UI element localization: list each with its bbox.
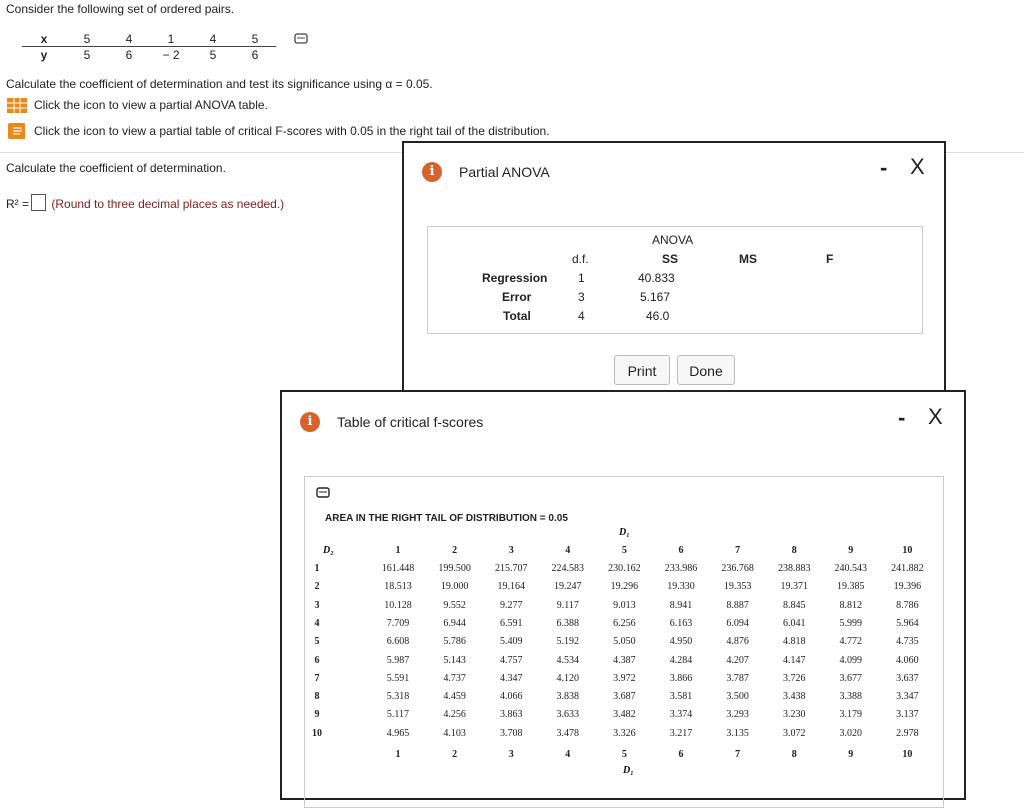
- f-score-cell: 3.726: [782, 672, 806, 684]
- print-button[interactable]: Print: [614, 355, 670, 385]
- f-score-cell: 3.972: [613, 672, 636, 684]
- f-score-cell: 6.163: [669, 617, 693, 629]
- f-score-cell: 3.787: [726, 672, 749, 684]
- f-score-cell: 8.941: [669, 599, 693, 611]
- y-value: 5: [83, 47, 91, 62]
- ftable-link[interactable]: Click the icon to view a partial table of critical F-scores with 0.05 in the right tail of the distribution.: [34, 124, 550, 138]
- column-header: 4: [565, 545, 571, 556]
- row-d2-label: 2: [314, 581, 320, 593]
- f-score-cell: 215.707: [494, 563, 528, 574]
- f-score-cell: 3.072: [782, 727, 806, 739]
- r2-label: R² =: [6, 197, 30, 211]
- f-score-cell: 19.330: [667, 581, 695, 593]
- f-score-cell: 6.608: [386, 636, 410, 648]
- f-score-cell: 4.772: [839, 636, 863, 648]
- row-label: Total: [503, 309, 531, 323]
- f-score-cell: 4.735: [896, 636, 919, 648]
- f-score-cell: 3.135: [726, 727, 749, 739]
- column-footer: 10: [902, 749, 913, 760]
- f-score-cell: 3.179: [839, 709, 863, 721]
- f-score-cell: 224.583: [551, 563, 585, 574]
- row-label: Error: [502, 290, 532, 304]
- f-score-cell: 2.978: [896, 727, 919, 739]
- f-score-cell: 199.500: [438, 563, 471, 574]
- ftable-dialog-title: Table of critical f-scores: [337, 414, 484, 430]
- d2-label: D₂: [323, 545, 334, 556]
- f-score-cell: 6.591: [499, 617, 523, 629]
- f-score-cell: 6.388: [556, 617, 580, 629]
- x-value: 4: [108, 31, 150, 47]
- row-df: 1: [578, 271, 585, 285]
- f-score-cell: 4.120: [556, 672, 580, 684]
- d1-label-top: D₁: [619, 527, 630, 538]
- column-header: 8: [791, 545, 797, 556]
- row-d2-label: 1: [314, 563, 320, 574]
- part-prompt: Calculate the coefficient of determination.: [6, 161, 226, 175]
- f-score-cell: 3.581: [669, 691, 693, 703]
- info-icon: i: [422, 162, 442, 182]
- f-score-cell: 5.786: [443, 636, 466, 648]
- f-score-cell: 5.192: [556, 636, 580, 648]
- column-footer: 8: [791, 749, 797, 760]
- row-d2-label: 4: [314, 617, 320, 629]
- f-score-cell: 3.347: [896, 691, 919, 703]
- y-value: 6: [251, 47, 259, 62]
- f-score-cell: 6.094: [726, 617, 749, 629]
- f-score-cell: 161.448: [381, 563, 415, 574]
- f-score-cell: 5.591: [386, 672, 410, 684]
- f-score-cell: 3.020: [839, 727, 863, 739]
- f-score-cell: 5.143: [443, 654, 466, 666]
- f-score-cell: 9.277: [499, 599, 523, 611]
- f-score-cell: 6.256: [613, 617, 636, 629]
- f-score-cell: 4.066: [499, 691, 523, 703]
- f-score-cell: 10.128: [384, 599, 412, 611]
- f-score-cell: 19.296: [610, 581, 639, 593]
- f-score-cell: 8.845: [782, 599, 806, 611]
- column-footer: 6: [678, 749, 684, 760]
- row-d2-label: 10: [312, 727, 322, 739]
- ftable-book-icon[interactable]: [7, 122, 27, 143]
- f-score-cell: 4.256: [443, 709, 466, 721]
- f-score-cell: 19.247: [554, 581, 582, 593]
- copy-table-icon[interactable]: [316, 487, 330, 502]
- f-score-cell: 3.230: [782, 709, 806, 721]
- row-d2-label: 5: [314, 636, 320, 648]
- header-ms: MS: [739, 252, 757, 266]
- r2-row: [6, 194, 284, 211]
- d1-label-bottom: D₁: [623, 765, 634, 776]
- f-score-cell: 4.207: [726, 654, 749, 666]
- f-score-cell: 236.768: [721, 563, 754, 574]
- row-ss: 46.0: [646, 309, 670, 323]
- column-footer: 4: [565, 749, 571, 760]
- f-score-cell: 241.882: [891, 563, 924, 574]
- f-score-cell: 5.050: [613, 636, 636, 648]
- f-score-cell: 3.438: [782, 691, 806, 703]
- header-ss: SS: [662, 252, 679, 266]
- f-score-cell: 8.786: [896, 599, 919, 611]
- f-score-cell: 3.388: [839, 691, 863, 703]
- f-score-cell: 3.500: [726, 691, 749, 703]
- x-value: 1: [150, 31, 192, 47]
- f-score-cell: 4.459: [443, 691, 466, 703]
- f-score-cell: 8.887: [726, 599, 749, 611]
- f-score-cell: 4.099: [839, 654, 863, 666]
- f-score-cell: 5.964: [896, 617, 919, 629]
- f-score-cell: 4.060: [896, 654, 919, 666]
- minimize-icon[interactable]: -: [898, 405, 906, 430]
- header-df: d.f.: [572, 252, 589, 266]
- f-score-cell: 19.000: [440, 581, 469, 593]
- column-header: 9: [848, 545, 854, 556]
- anova-table-icon[interactable]: [7, 98, 27, 116]
- ordered-pairs-table: [22, 31, 276, 62]
- f-score-cell: 3.478: [556, 727, 580, 739]
- column-header: 6: [678, 545, 684, 556]
- close-icon[interactable]: X: [928, 404, 943, 429]
- f-score-cell: 4.818: [782, 636, 806, 648]
- f-score-cell: 4.534: [556, 654, 580, 666]
- f-score-cell: 3.326: [613, 727, 636, 739]
- f-score-cell: 19.164: [497, 581, 525, 593]
- column-footer: 3: [508, 749, 514, 760]
- anova-dialog-title: Partial ANOVA: [459, 164, 550, 180]
- copy-data-icon[interactable]: [294, 33, 308, 48]
- f-score-cell: 9.013: [613, 599, 636, 611]
- f-score-cell: 4.387: [613, 654, 636, 666]
- column-header: 10: [902, 545, 913, 556]
- ftable-panel: [304, 476, 944, 808]
- f-score-cell: 19.385: [837, 581, 865, 593]
- f-score-cell: 230.162: [608, 563, 641, 574]
- column-footer: 1: [395, 749, 401, 760]
- column-header: 5: [621, 545, 627, 556]
- row-ss: 5.167: [640, 290, 671, 304]
- row-d2-label: 7: [314, 672, 320, 684]
- info-icon: i: [300, 412, 320, 432]
- f-score-cell: 3.637: [896, 672, 919, 684]
- f-score-cell: 233.986: [664, 563, 698, 574]
- f-score-cell: 6.944: [443, 617, 466, 629]
- f-score-cell: 3.482: [613, 709, 636, 721]
- f-score-cell: 9.552: [443, 599, 466, 611]
- f-score-cell: 6.041: [782, 617, 806, 629]
- f-score-cell: 4.103: [443, 727, 466, 739]
- r2-answer-input[interactable]: [31, 194, 46, 211]
- f-score-cell: 3.217: [669, 727, 693, 739]
- f-score-cell: 5.117: [386, 709, 410, 721]
- x-label: x: [22, 31, 66, 47]
- f-score-cell: 8.812: [839, 599, 863, 611]
- f-score-cell: 9.117: [556, 599, 579, 611]
- f-score-cell: 3.137: [896, 709, 919, 721]
- f-score-cell: 4.147: [782, 654, 806, 666]
- row-label: Regression: [482, 271, 548, 285]
- r2-hint: (Round to three decimal places as needed.): [51, 197, 285, 211]
- f-score-cell: 5.999: [839, 617, 863, 629]
- column-header: 3: [508, 545, 514, 556]
- f-score-cell: 4.950: [669, 636, 693, 648]
- row-df: 3: [578, 290, 585, 304]
- row-df: 4: [578, 309, 585, 323]
- row-d2-label: 6: [314, 654, 320, 666]
- f-score-cell: 4.876: [726, 636, 749, 648]
- y-value: 5: [209, 47, 217, 62]
- f-score-cell: 3.677: [839, 672, 863, 684]
- anova-table-title: ANOVA: [652, 233, 694, 247]
- f-score-cell: 240.543: [834, 563, 868, 574]
- f-score-cell: 3.866: [669, 672, 693, 684]
- column-header: 7: [735, 545, 741, 556]
- y-value: 6: [125, 47, 133, 62]
- f-score-cell: 4.737: [443, 672, 466, 684]
- f-score-cell: 4.965: [386, 727, 410, 739]
- x-value: 4: [192, 31, 234, 47]
- column-header: 2: [452, 545, 458, 556]
- f-score-cell: 3.687: [613, 691, 636, 703]
- column-footer: 7: [735, 749, 741, 760]
- anova-dialog: [402, 141, 946, 401]
- f-score-cell: 18.513: [384, 581, 412, 593]
- column-footer: 5: [621, 749, 627, 760]
- anova-table: [427, 226, 923, 334]
- f-score-cell: 3.708: [499, 727, 523, 739]
- task-text: Calculate the coefficient of determination and test its significance using α = 0.05.: [6, 77, 433, 91]
- x-value: 5: [66, 31, 108, 47]
- minimize-icon[interactable]: -: [880, 155, 888, 180]
- f-score-cell: 7.709: [386, 617, 410, 629]
- row-d2-label: 9: [314, 709, 320, 721]
- question-intro: Consider the following set of ordered pairs.: [6, 2, 235, 16]
- column-header: 1: [395, 545, 401, 556]
- f-score-cell: 238.883: [777, 563, 811, 574]
- f-score-cell: 5.318: [386, 691, 410, 703]
- column-footer: 9: [848, 749, 854, 760]
- x-value: 5: [234, 31, 276, 47]
- y-value: − 2: [162, 47, 180, 62]
- close-icon[interactable]: X: [910, 154, 925, 179]
- f-score-cell: 3.863: [499, 709, 523, 721]
- f-score-cell: 19.396: [893, 581, 922, 593]
- row-ss: 40.833: [638, 271, 675, 285]
- f-score-cell: 5.409: [499, 636, 523, 648]
- anova-link[interactable]: Click the icon to view a partial ANOVA table.: [34, 98, 268, 112]
- ftable-heading: AREA IN THE RIGHT TAIL OF DISTRIBUTION = 0.05: [325, 513, 568, 524]
- f-score-cell: 19.353: [723, 581, 752, 593]
- f-score-cell: 4.347: [499, 672, 523, 684]
- f-score-cell: 3.374: [669, 709, 693, 721]
- y-label: y: [40, 47, 48, 62]
- f-score-cell: 3.838: [556, 691, 580, 703]
- f-score-cell: 4.757: [499, 654, 523, 666]
- f-score-cell: 3.633: [556, 709, 580, 721]
- f-score-cell: 4.284: [669, 654, 693, 666]
- row-d2-label: 8: [314, 691, 320, 703]
- header-f: F: [826, 252, 834, 266]
- column-footer: 2: [452, 749, 458, 760]
- f-score-cell: 19.371: [780, 581, 808, 593]
- done-button[interactable]: Done: [677, 355, 735, 385]
- f-score-cell: 5.987: [386, 654, 410, 666]
- row-d2-label: 3: [314, 599, 320, 611]
- ftable-dialog: [280, 390, 966, 800]
- f-score-cell: 3.293: [726, 709, 749, 721]
